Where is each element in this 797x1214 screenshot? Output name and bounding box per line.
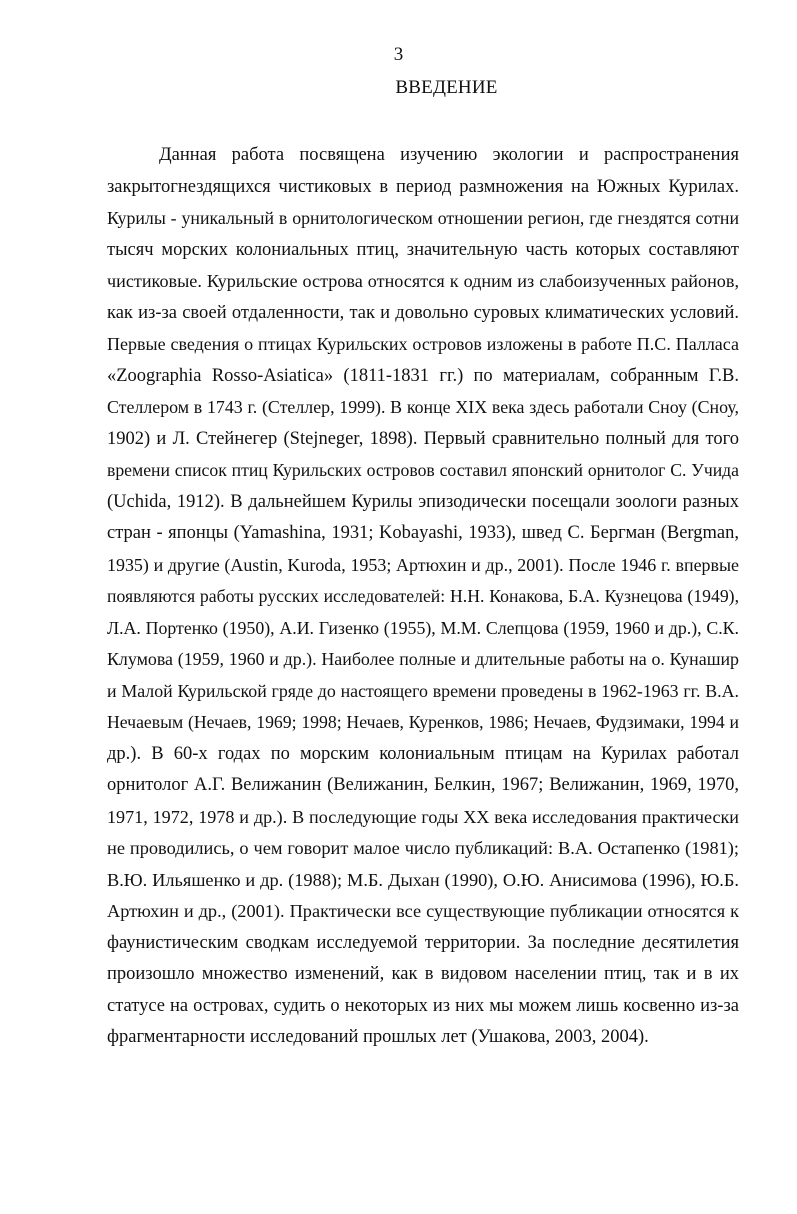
paragraph-line: 1935) и другие (Austin, Kuroda, 1953; Артюхин и др., 2001). После 1946 г. впервые bbox=[107, 554, 739, 575]
paragraph-line: появляются работы русских исследователей: Н.Н. Конакова, Б.А. Кузнецова (1949), bbox=[107, 586, 739, 606]
paragraph-line: «Zoographia Rosso-Asiatica» (1811-1831 гг.) по материалам, собранным Г.В. bbox=[107, 365, 739, 386]
paragraph-line: В.Ю. Ильяшенко и др. (1988); М.Б. Дыхан (1990), О.Ю. Анисимова (1996), Ю.Б. bbox=[107, 869, 739, 890]
paragraph-line: Первые сведения о птицах Курильских островов изложены в работе П.С. Палласа bbox=[107, 334, 739, 354]
paragraph-line: стран - японцы (Yamashina, 1931; Kobayashi, 1933), швед С. Бергман (Bergman, bbox=[107, 523, 739, 543]
paragraph-line: Курилы - уникальный в орнитологическом отношении регион, где гнездятся сотни bbox=[107, 208, 739, 228]
paragraph-line: др.). В 60-х годах по морским колониальным птицам на Курилах работал bbox=[107, 743, 739, 764]
paragraph-line: Данная работа посвящена изучению экологии и распространения bbox=[159, 145, 739, 165]
page-number: 3 bbox=[393, 44, 404, 65]
paragraph-line: 1971, 1972, 1978 и др.). В последующие годы XX века исследования практически bbox=[107, 806, 739, 827]
paragraph-line: не проводились, о чем говорит малое число публикаций: В.А. Остапенко (1981); bbox=[107, 838, 739, 858]
paragraph-line: Стеллером в 1743 г. (Стеллер, 1999). В конце XIX века здесь работали Сноу (Сноу, bbox=[107, 397, 739, 417]
paragraph-line: как из-за своей отдаленности, так и довольно суровых климатических условий. bbox=[107, 302, 739, 323]
paragraph-line: статусе на островах, судить о некоторых из них мы можем лишь косвенно из-за bbox=[107, 995, 739, 1016]
paragraph-line: 1902) и Л. Стейнегер (Stejneger, 1898). Первый сравнительно полный для того bbox=[107, 428, 739, 449]
paragraph-line: чистиковые. Курильские острова относятся к одним из слабоизученных районов, bbox=[107, 271, 739, 291]
paragraph-line: и Малой Курильской гряде до настоящего времени проведены в 1962-1963 гг. В.А. bbox=[107, 680, 739, 701]
paragraph-line: Л.А. Портенко (1950), А.И. Гизенко (1955), М.М. Слепцова (1959, 1960 и др.), С.К. bbox=[107, 617, 739, 638]
body-paragraph bbox=[107, 140, 739, 1054]
paragraph-line: тысяч морских колониальных птиц, значительную часть которых составляют bbox=[107, 239, 739, 260]
paragraph-line: фрагментарности исследований прошлых лет (Ушакова, 2003, 2004). bbox=[107, 1027, 649, 1047]
paragraph-line: закрытогнездящихся чистиковых в период размножения на Южных Курилах. bbox=[107, 176, 739, 197]
paragraph-line: фаунистическим сводкам исследуемой территории. За последние десятилетия bbox=[107, 932, 739, 953]
section-title: ВВЕДЕНИЕ bbox=[395, 77, 498, 98]
paragraph-line: Клумова (1959, 1960 и др.). Наиболее полные и длительные работы на о. Кунашир bbox=[107, 649, 739, 669]
paragraph-line: орнитолог А.Г. Велижанин (Велижанин, Белкин, 1967; Велижанин, 1969, 1970, bbox=[107, 775, 739, 795]
paragraph-line: произошло множество изменений, как в видовом населении птиц, так и в их bbox=[107, 964, 739, 984]
paragraph-line: Артюхин и др., (2001). Практически все существующие публикации относятся к bbox=[107, 901, 739, 921]
paragraph-line: времени список птиц Курильских островов составил японский орнитолог С. Учида bbox=[107, 460, 739, 480]
paragraph-line: (Uchida, 1912). В дальнейшем Курилы эпизодически посещали зоологи разных bbox=[107, 491, 739, 512]
paragraph-line: Нечаевым (Нечаев, 1969; 1998; Нечаев, Куренков, 1986; Нечаев, Фудзимаки, 1994 и bbox=[107, 712, 739, 732]
